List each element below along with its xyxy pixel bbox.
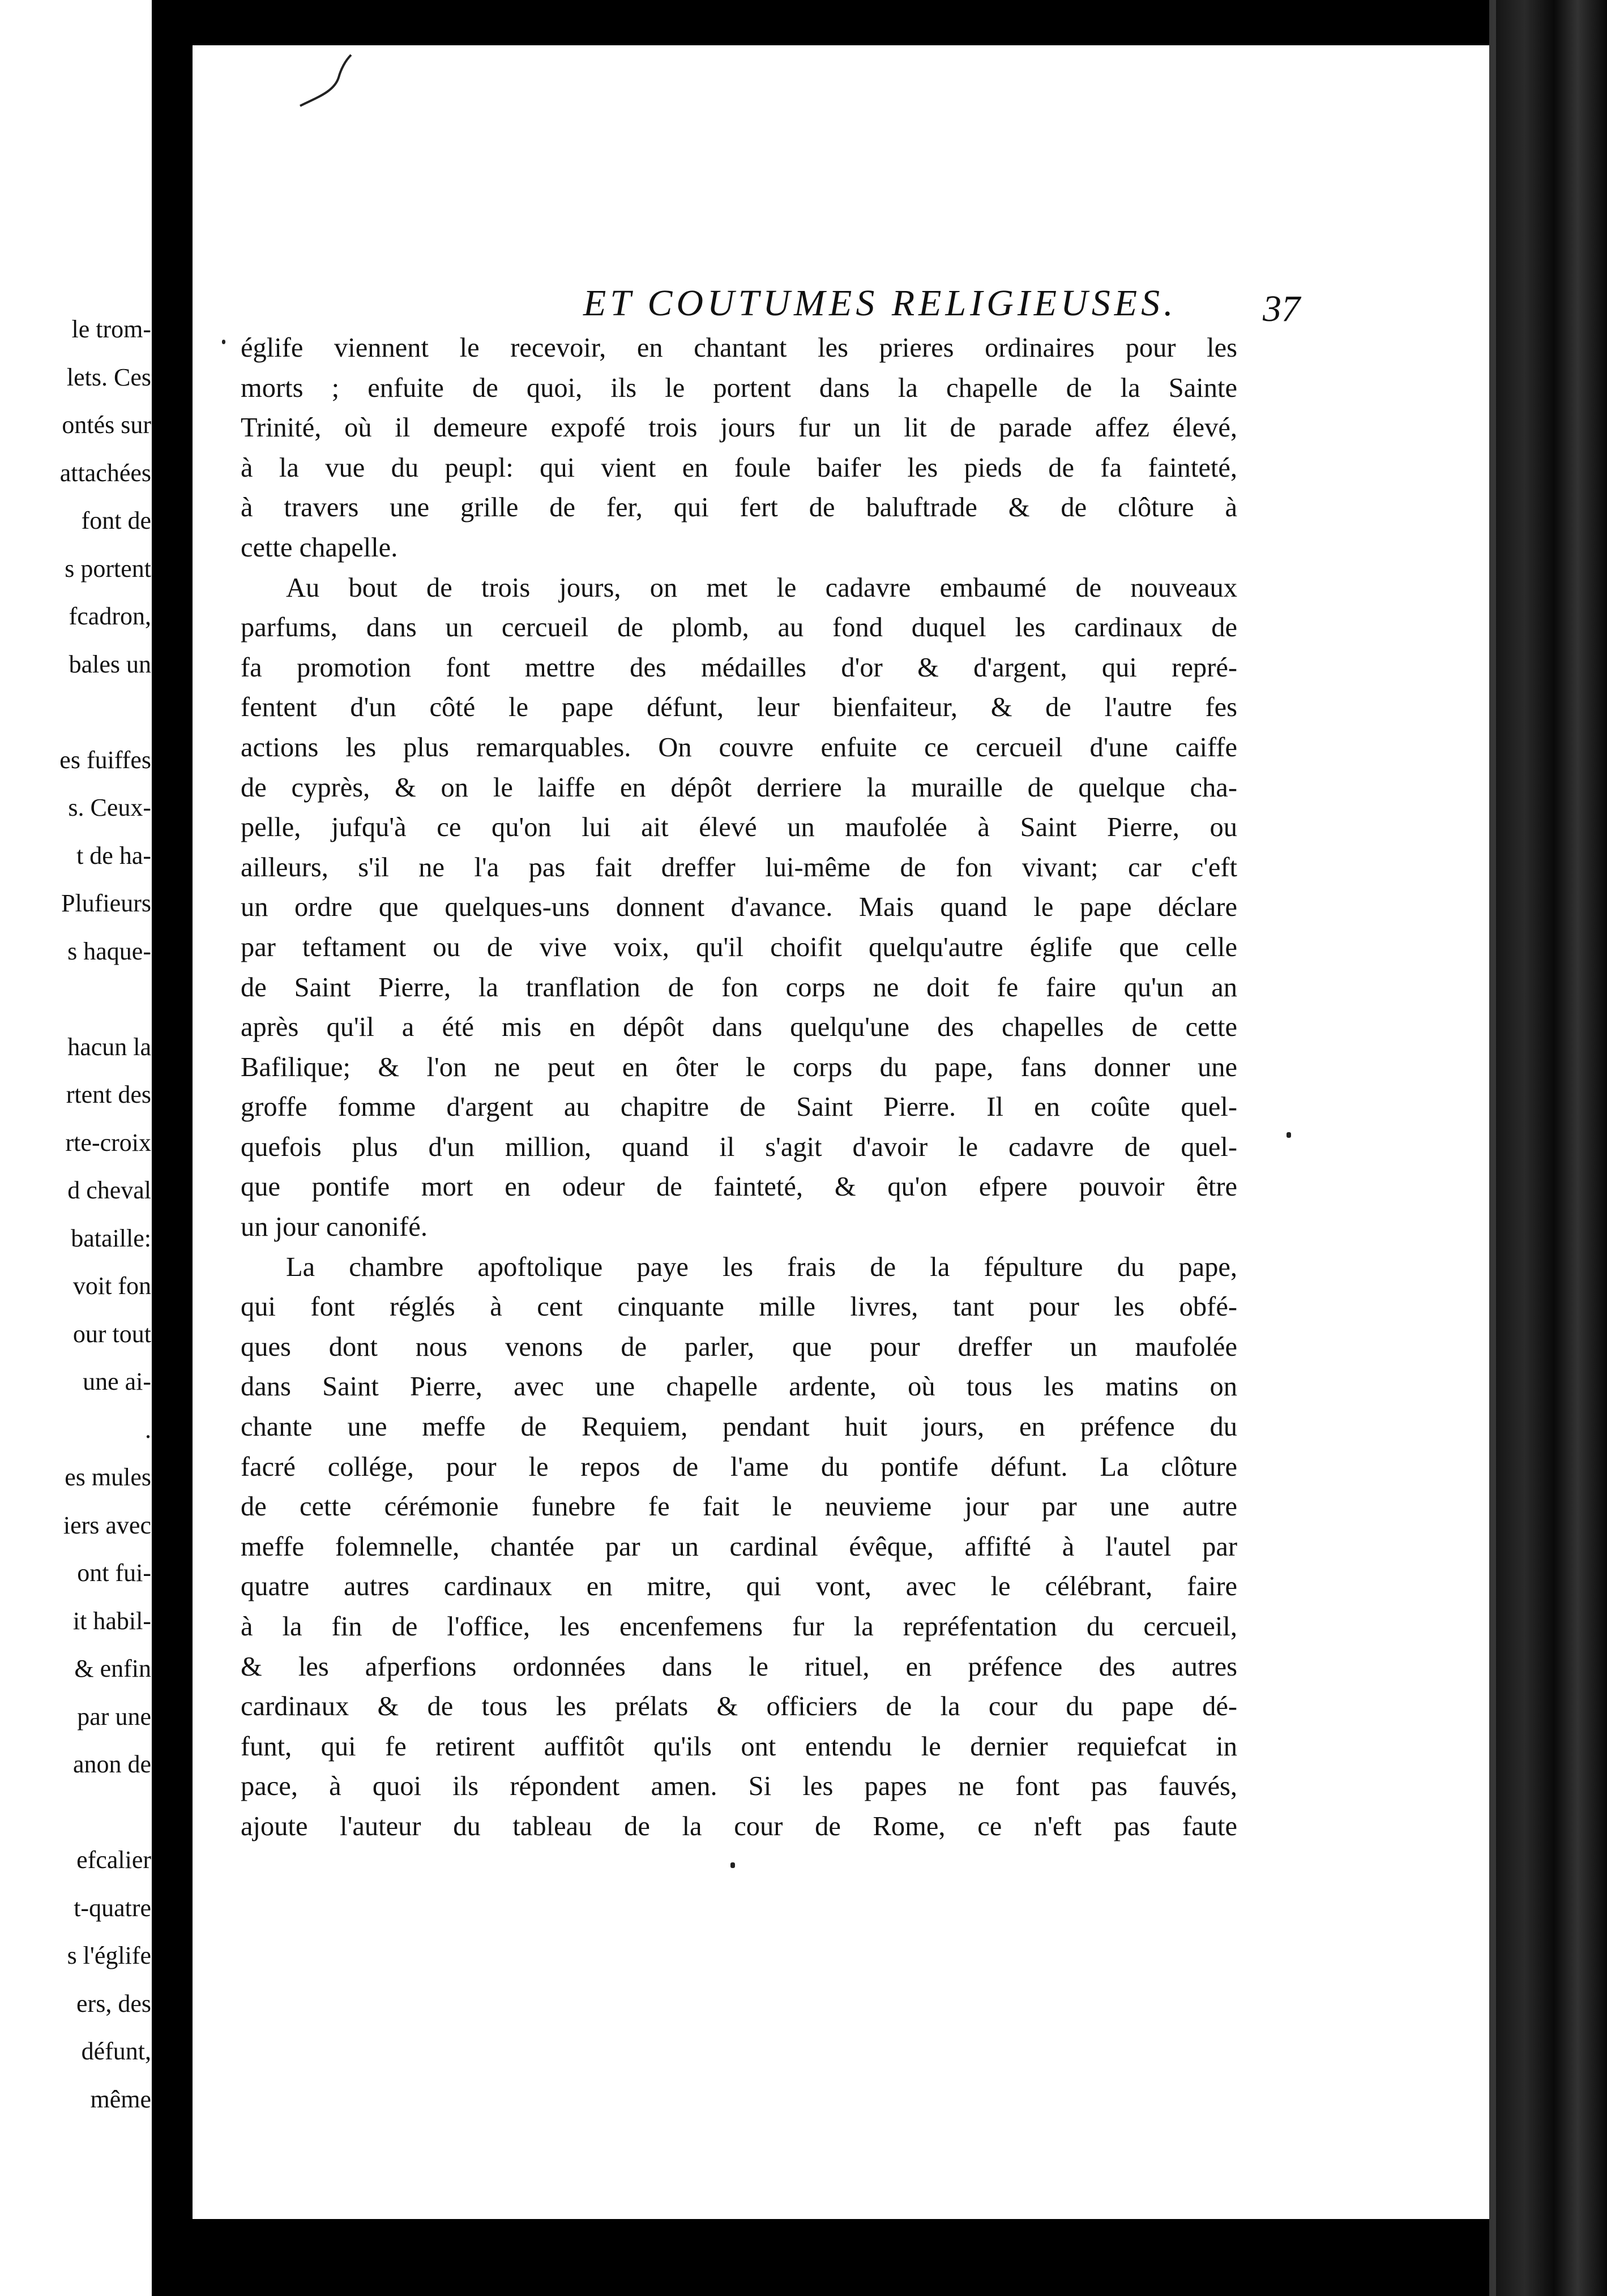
left-page-line: voit fon bbox=[72, 1272, 151, 1300]
text-line: ques dont nous venons de parler, que pour dreffer un maufolée bbox=[241, 1331, 1237, 1362]
left-page-line: t de ha- bbox=[76, 841, 151, 869]
running-head: ET COUTUMES RELIGIEUSES. bbox=[583, 282, 1177, 324]
left-page-line: t-quatre bbox=[74, 1894, 151, 1922]
page-number: 37 bbox=[1263, 288, 1300, 329]
left-page-line: s portent bbox=[65, 554, 151, 582]
text-line: La chambre apoftolique paye les frais de la fépulture du pape, bbox=[286, 1252, 1237, 1282]
text-line: fa promotion font mettre des médailles d'or & d'argent, qui repré- bbox=[241, 652, 1237, 683]
left-page-line: font de bbox=[81, 507, 151, 534]
text-line: que pontife mort en odeur de fainteté, & qu'on efpere pouvoir être bbox=[241, 1172, 1237, 1202]
text-line: funt, qui fe retirent auffitôt qu'ils ont entendu le dernier requiefcat in bbox=[241, 1731, 1237, 1762]
left-page-line: efcalier bbox=[76, 1846, 151, 1874]
left-page-line: Plufieurs bbox=[61, 889, 151, 917]
text-line: morts ; enfuite de quoi, ils le portent dans la chapelle de la Sainte bbox=[241, 372, 1237, 403]
text-line: quatre autres cardinaux en mitre, qui vont, avec le célébrant, faire bbox=[241, 1571, 1237, 1602]
text-line: après qu'il a été mis en dépôt dans quelqu'une des chapelles de cette bbox=[241, 1012, 1237, 1043]
text-line: pace, à quoi ils répondent amen. Si les papes ne font pas fauvés, bbox=[241, 1771, 1237, 1802]
text-line: à la vue du peupl: qui vient en foule baifer les pieds de fa fainteté, bbox=[241, 452, 1237, 483]
left-page-line: défunt, bbox=[81, 2037, 151, 2065]
left-page-line: fcadron, bbox=[69, 602, 151, 630]
left-page-line: rte-croix bbox=[65, 1128, 151, 1156]
text-line: groffe fomme d'argent au chapitre de Saint Pierre. Il en coûte quel- bbox=[241, 1092, 1237, 1123]
left-page-line bbox=[0, 975, 151, 1023]
left-page-line: anon de bbox=[72, 1750, 151, 1778]
left-facing-page bbox=[0, 0, 161, 2296]
text-line: églife viennent le recevoir, en chantant les prieres ordinaires pour les bbox=[241, 333, 1237, 363]
left-page-line: rtent des bbox=[66, 1081, 151, 1108]
left-page-line: d cheval bbox=[67, 1176, 151, 1204]
text-line: actions les plus remarquables. On couvre enfuite ce cercueil d'une caiffe bbox=[241, 732, 1237, 763]
left-page-line: & enfin bbox=[74, 1655, 151, 1682]
left-page-line: bales un bbox=[69, 650, 151, 678]
left-page-line: . bbox=[145, 1415, 151, 1443]
text-line: fentent d'un côté le pape défunt, leur bienfaiteur, & de l'autre fes bbox=[241, 692, 1237, 723]
text-line: un jour canonifé. bbox=[241, 1212, 428, 1243]
text-line: qui font réglés à cent cinquante mille livres, tant pour les obfé- bbox=[241, 1292, 1237, 1322]
text-line: par teftament ou de vive voix, qu'il choifit quelqu'autre églife que celle bbox=[241, 932, 1237, 962]
text-line: ailleurs, s'il ne l'a pas fait dreffer lui-même de fon vivant; car c'eft bbox=[241, 852, 1237, 883]
page-header bbox=[583, 282, 1433, 333]
text-line: pelle, jufqu'à ce qu'on lui ait élevé un maufolée à Saint Pierre, ou bbox=[241, 812, 1237, 843]
left-page-line bbox=[0, 688, 151, 736]
text-line: & les afperfions ordonnées dans le rituel, en préfence des autres bbox=[241, 1651, 1237, 1682]
left-page-line: ont fui- bbox=[77, 1559, 151, 1587]
left-page-line: es fuiffes bbox=[59, 746, 151, 774]
text-line: facré collége, pour le repos de l'ame du pontife défunt. La clôture bbox=[241, 1451, 1237, 1482]
left-page-text bbox=[0, 306, 151, 2123]
left-page-line: même bbox=[90, 2085, 151, 2113]
left-page-line: hacun la bbox=[67, 1033, 151, 1061]
text-line: de cyprès, & on le laiffe en dépôt derriere la muraille de quelque cha- bbox=[241, 772, 1237, 803]
text-line: à travers une grille de fer, qui fert de baluftrade & de clôture à bbox=[241, 492, 1237, 523]
left-page-line: une ai- bbox=[83, 1368, 151, 1395]
text-line: de Saint Pierre, la tranflation de fon corps ne doit fe faire qu'un an bbox=[241, 972, 1237, 1003]
body-text bbox=[241, 328, 1237, 1847]
left-page-line: s haque- bbox=[67, 937, 151, 965]
text-line: cette chapelle. bbox=[241, 532, 398, 563]
text-line: quefois plus d'un million, quand il s'agit d'avoir le cadavre de quel- bbox=[241, 1132, 1237, 1162]
left-page-line: ontés sur bbox=[62, 411, 151, 439]
left-page-line: par une bbox=[77, 1702, 151, 1730]
text-line: un ordre que quelques-uns donnent d'avance. Mais quand le pape déclare bbox=[241, 892, 1237, 923]
left-page-line: iers avec bbox=[63, 1511, 151, 1539]
text-line: dans Saint Pierre, avec une chapelle ardente, où tous les matins on bbox=[241, 1372, 1237, 1402]
left-page-line: it habil- bbox=[72, 1607, 151, 1635]
left-page-line: s. Ceux- bbox=[68, 794, 151, 821]
left-page-line: bataille: bbox=[71, 1224, 151, 1252]
book-page bbox=[193, 45, 1495, 2219]
left-page-line: le trom- bbox=[71, 315, 151, 343]
text-line: meffe folemnelle, chantée par un cardinal évêque, affifté à l'autel par bbox=[241, 1531, 1237, 1562]
text-line: Trinité, où il demeure expofé trois jours fur un lit de parade affez élevé, bbox=[241, 413, 1237, 443]
page-gutter bbox=[152, 0, 193, 2296]
text-line: Au bout de trois jours, on met le cadavre embaumé de nouveaux bbox=[286, 572, 1237, 603]
page-edge-highlight bbox=[1489, 0, 1496, 2296]
left-page-line: es mules bbox=[65, 1463, 151, 1491]
left-page-line: attachées bbox=[59, 459, 151, 487]
text-line: cardinaux & de tous les prélats & officiers de la cour du pape dé- bbox=[241, 1691, 1237, 1722]
pen-mark-icon bbox=[294, 52, 362, 114]
page-edge-shadow bbox=[1489, 0, 1607, 2296]
left-page-line bbox=[0, 1789, 151, 1837]
text-line: de cette cérémonie funebre fe fait le neuvieme jour par une autre bbox=[241, 1492, 1237, 1522]
text-line: à la fin de l'office, les encenfemens fur la repréfentation du cercueil, bbox=[241, 1612, 1237, 1642]
left-page-line: s l'églife bbox=[67, 1942, 151, 1969]
stray-mark bbox=[1287, 1132, 1291, 1138]
left-page-line: lets. Ces bbox=[66, 363, 151, 391]
left-page-line: our tout bbox=[72, 1320, 151, 1348]
text-line: Bafilique; & l'on ne peut en ôter le corps du pape, fans donner une bbox=[241, 1052, 1237, 1082]
stray-mark bbox=[222, 340, 225, 344]
text-line: ajoute l'auteur du tableau de la cour de Rome, ce n'eft pas faute bbox=[241, 1811, 1237, 1841]
text-line: chante une meffe de Requiem, pendant huit jours, en préfence du bbox=[241, 1412, 1237, 1442]
left-page-line: ers, des bbox=[76, 1989, 151, 2017]
text-line: parfums, dans un cercueil de plomb, au fond duquel les cardinaux de bbox=[241, 612, 1237, 643]
stray-mark bbox=[730, 1862, 735, 1868]
